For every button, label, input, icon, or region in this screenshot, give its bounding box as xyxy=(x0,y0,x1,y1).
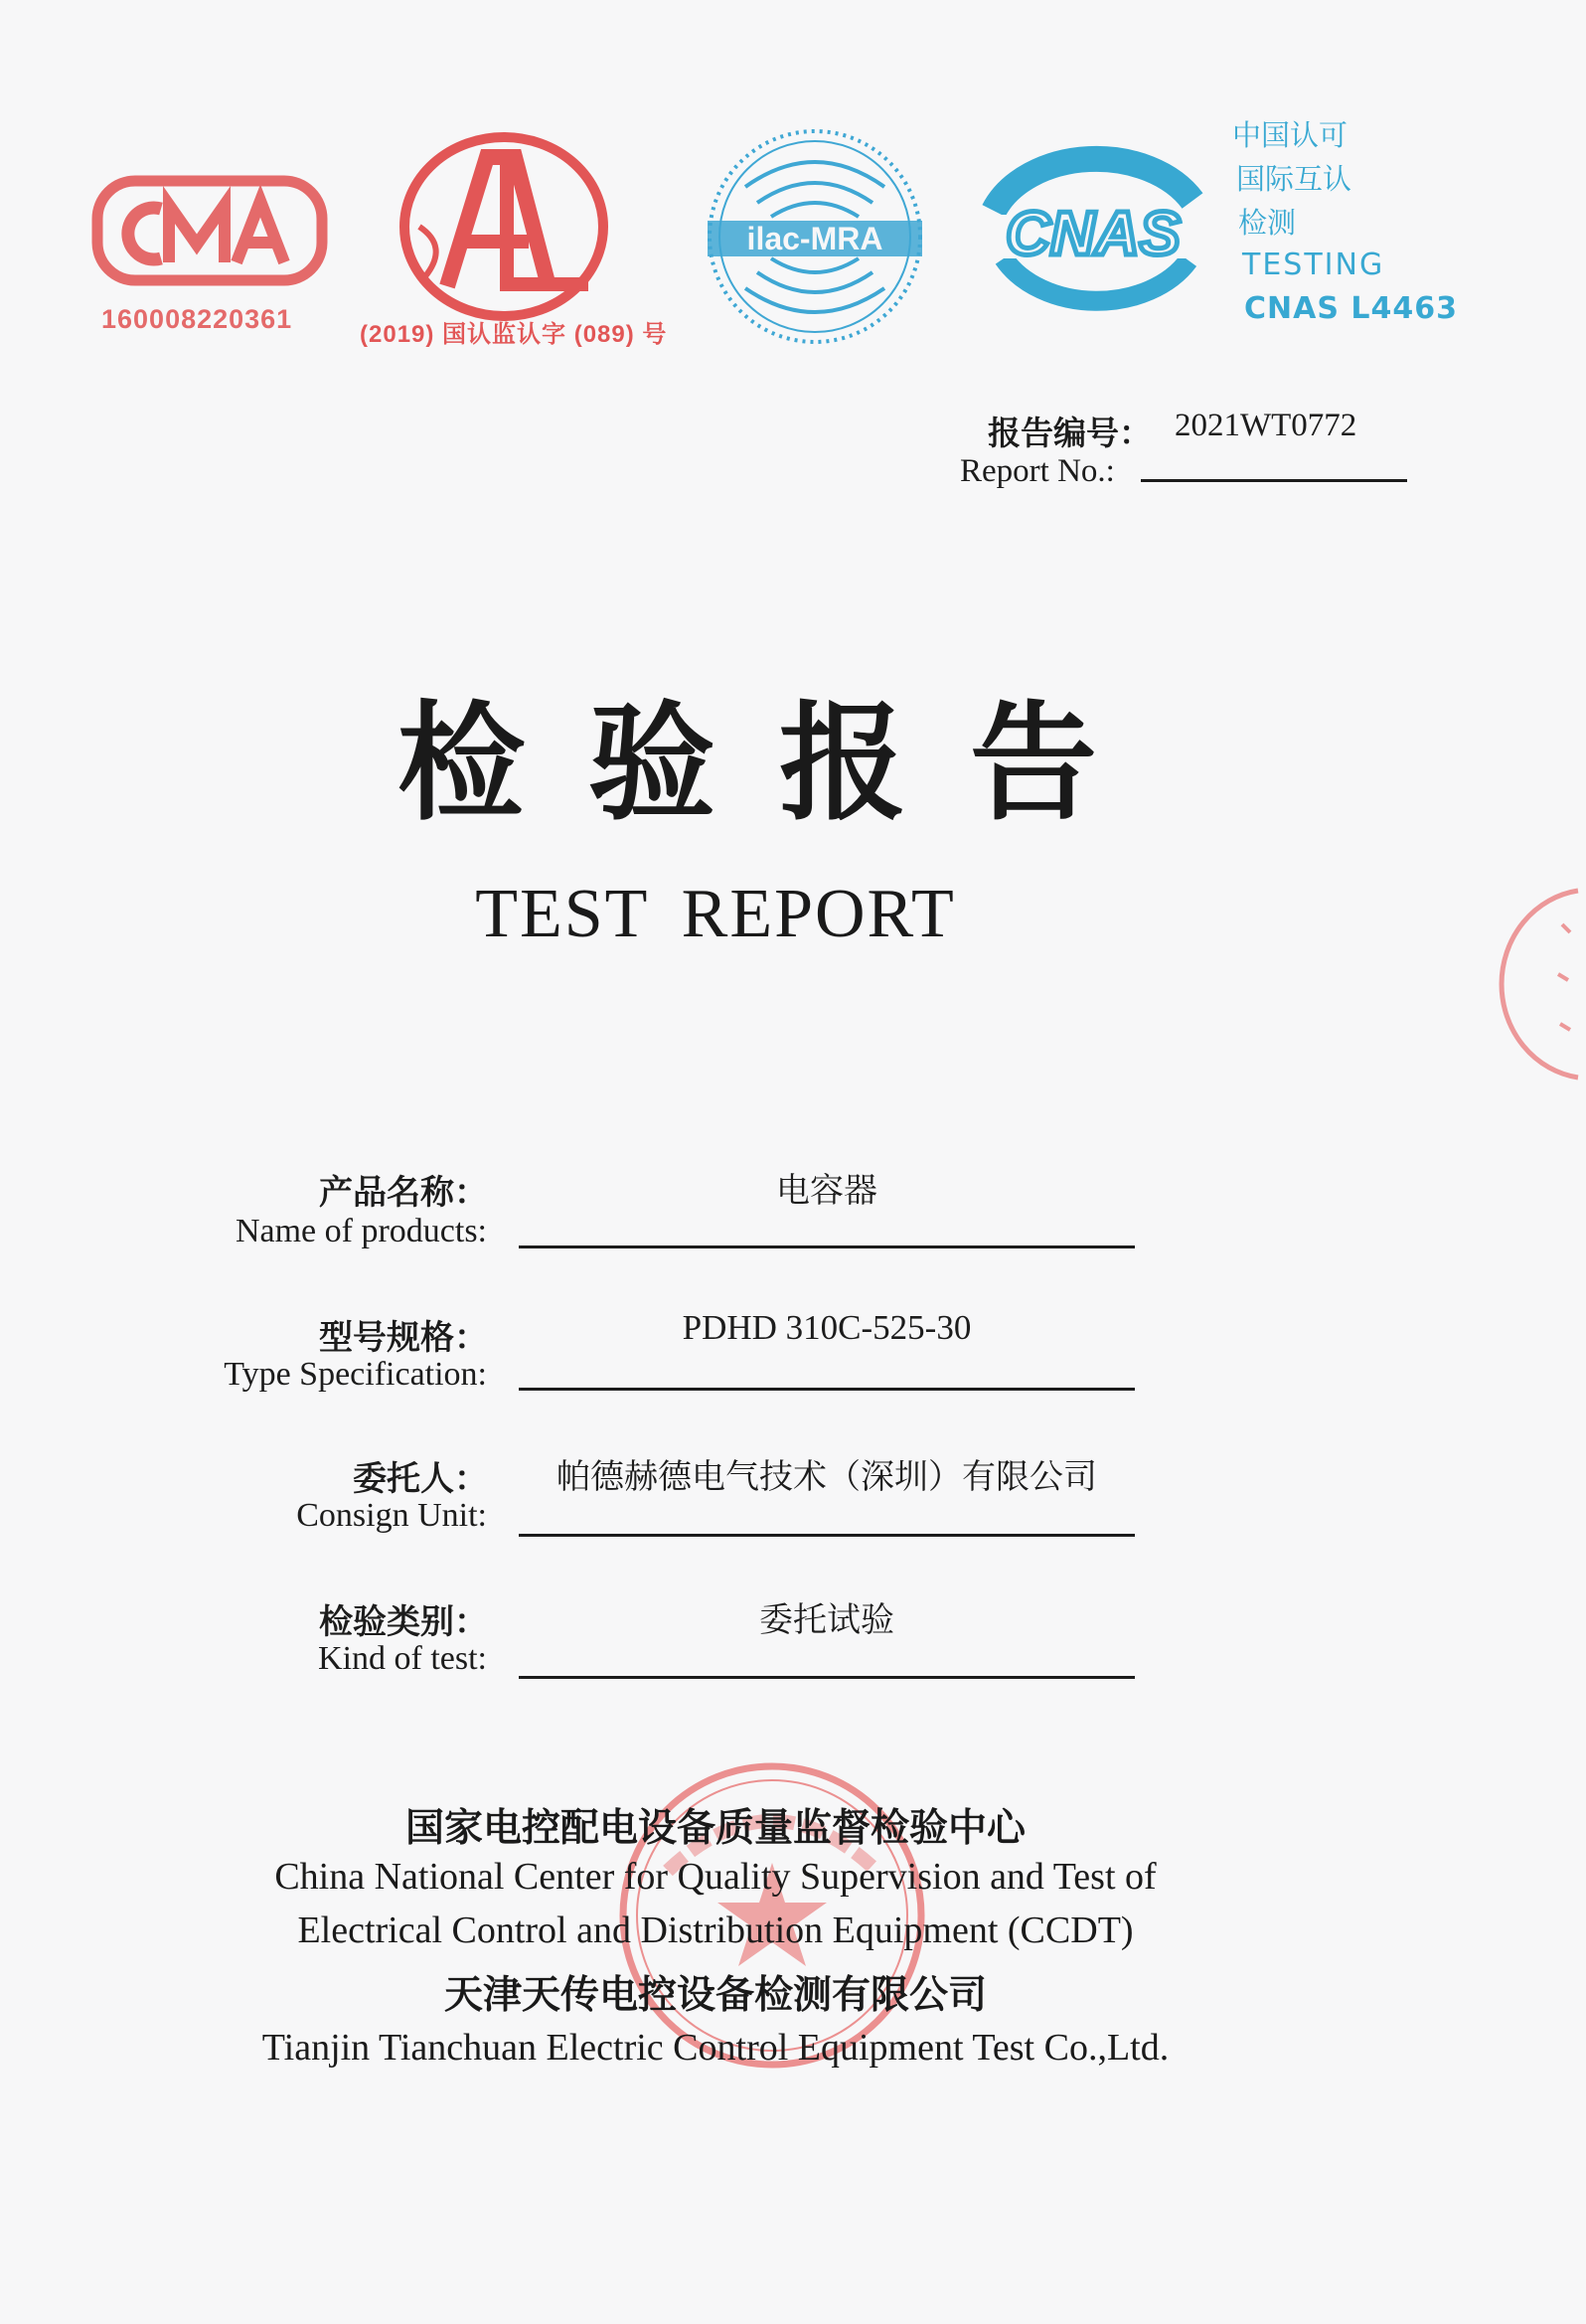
kind-of-test-underline xyxy=(519,1676,1135,1679)
company-name-cn: 天津天传电控设备检测有限公司 xyxy=(443,1973,987,2018)
ilac-mra-logo-icon xyxy=(696,117,934,356)
edge-seal-fragment-icon xyxy=(1510,885,1580,1083)
product-name-underline xyxy=(519,1245,1135,1248)
cnas-text-line4: TESTING xyxy=(1242,248,1385,282)
svg-text:CNAS: CNAS xyxy=(1006,200,1181,268)
kind-of-test-label-cn: 检验类别： xyxy=(319,1602,488,1642)
page-title-en: TEST REPORT xyxy=(475,876,956,952)
product-name-value: 电容器 xyxy=(776,1171,877,1211)
cnas-text-line5: CNAS L4463 xyxy=(1244,291,1459,326)
report-no-label-en: Report No.: xyxy=(960,453,1115,489)
kind-of-test-value: 委托试验 xyxy=(759,1600,894,1640)
center-name-cn: 国家电控配电设备质量监督检验中心 xyxy=(404,1806,1026,1851)
product-name-label-cn: 产品名称： xyxy=(319,1173,488,1213)
cma-number: 160008220361 xyxy=(101,304,293,334)
consign-unit-value: 帕德赫德电气技术（深圳）有限公司 xyxy=(556,1457,1097,1497)
type-spec-value: PDHD 310C-525-30 xyxy=(682,1308,972,1347)
cnas-text-line2: 国际互认 xyxy=(1236,162,1352,196)
type-spec-label-cn: 型号规格： xyxy=(319,1318,488,1358)
type-spec-label-en: Type Specification: xyxy=(224,1356,487,1393)
cnas-text-line1: 中国认可 xyxy=(1232,118,1348,152)
type-spec-underline xyxy=(519,1388,1135,1391)
cal-number: (2019) 国认监认字 (089) 号 xyxy=(360,321,668,348)
report-no-underline xyxy=(1141,479,1407,482)
cma-logo-icon xyxy=(91,167,330,296)
consign-unit-underline xyxy=(519,1534,1135,1537)
product-name-label-en: Name of products: xyxy=(235,1213,487,1249)
consign-unit-label-en: Consign Unit: xyxy=(296,1497,487,1534)
kind-of-test-label-en: Kind of test: xyxy=(318,1640,487,1677)
cnas-logo-icon xyxy=(964,131,1222,330)
cal-logo-icon xyxy=(390,127,618,326)
svg-text:ilac-MRA: ilac-MRA xyxy=(746,221,883,256)
report-no-label-cn: 报告编号： xyxy=(988,414,1152,452)
page-title-cn: 检验报告 xyxy=(396,690,1161,838)
center-name-en-line1: China National Center for Quality Supervision and Test of xyxy=(274,1856,1157,1898)
cnas-text-line3: 检测 xyxy=(1238,206,1297,240)
center-name-en-line2: Electrical Control and Distribution Equipment (CCDT) xyxy=(297,1909,1134,1951)
consign-unit-label-cn: 委托人： xyxy=(353,1459,488,1499)
company-name-en: Tianjin Tianchuan Electric Control Equipment Test Co.,Ltd. xyxy=(261,2027,1170,2069)
report-no-value: 2021WT0772 xyxy=(1175,408,1357,443)
